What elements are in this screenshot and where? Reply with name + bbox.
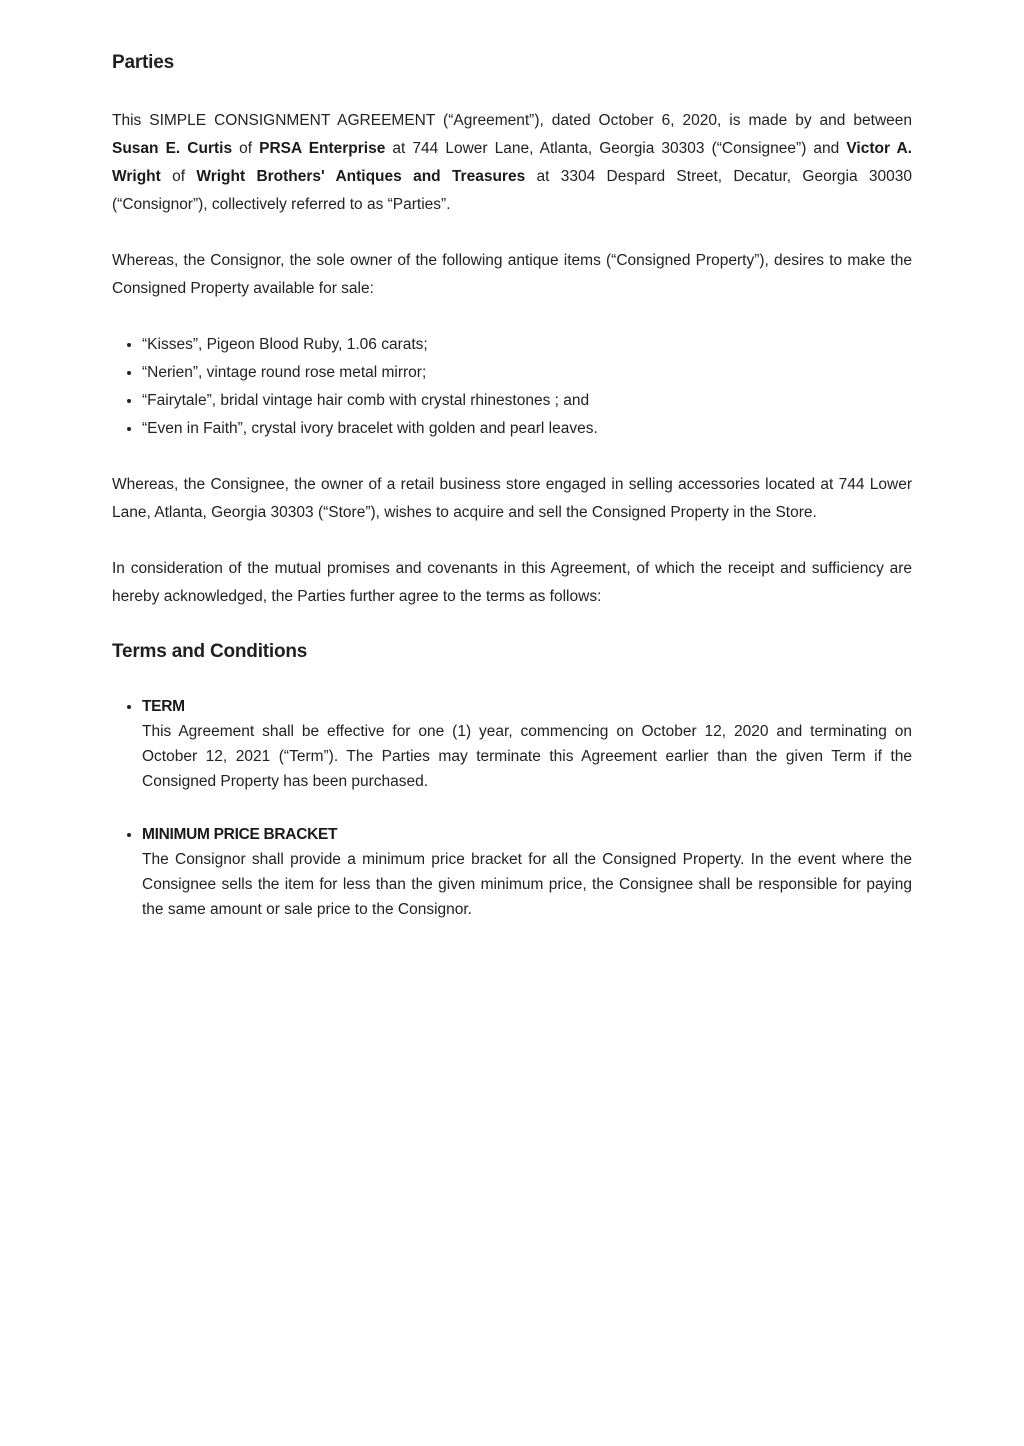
consignor-company: Wright Brothers' Antiques and Treasures xyxy=(196,168,526,185)
term-section-body: The Consignor shall provide a minimum price bracket for all the Consigned Property. In the event where the Consignee sells the item for less than the given minimum price, the Consignee shall be responsible for paying the same amount or sale price to the Consignor. xyxy=(142,851,912,918)
consignee-name: Susan E. Curtis xyxy=(112,140,233,157)
intro-text-4: of xyxy=(160,168,197,185)
terms-heading: Terms and Conditions xyxy=(112,641,308,662)
terms-list xyxy=(112,694,912,950)
term-section-body: This Agreement shall be effective for one (1) year, commencing on October 12, 2020 and terminating on October 12, 2021 (“Term”). The Parties may terminate this Agreement earlier than the given Term if the Consigned Property has been purchased. xyxy=(142,723,912,790)
list-item: • “Even in Faith”, crystal ivory bracelet with golden and pearl leaves. xyxy=(142,415,598,443)
list-item: • “Fairytale”, bridal vintage hair comb with crystal rhinestones ; and xyxy=(142,387,598,415)
consigned-items-list xyxy=(112,331,598,443)
consignor-name: Victor A. Wright xyxy=(112,140,912,185)
parties-heading: Parties xyxy=(112,52,174,73)
term-section xyxy=(142,822,912,922)
term-section xyxy=(142,694,912,794)
consideration-paragraph: In consideration of the mutual promises and covenants in this Agreement, of which the receipt and sufficiency are hereby acknowledged, the Parties further agree to the terms as follows: xyxy=(112,560,912,605)
list-item: • “Nerien”, vintage round rose metal mirror; xyxy=(142,359,598,387)
term-section-title: • MINIMUM PRICE BRACKET xyxy=(142,826,338,843)
whereas-consignor-paragraph: Whereas, the Consignor, the sole owner of the following antique items (“Consigned Property”), desires to make the Consigned Property available for sale: xyxy=(112,252,912,297)
term-section-title: • TERM xyxy=(142,698,185,715)
intro-text-2: of xyxy=(232,140,260,157)
list-item: • “Kisses”, Pigeon Blood Ruby, 1.06 carats; xyxy=(142,331,598,359)
consignee-company: PRSA Enterprise xyxy=(259,140,386,157)
intro-text-3: at 744 Lower Lane, Atlanta, Georgia 30303 (“Consignee”) and xyxy=(385,140,847,157)
parties-intro-paragraph xyxy=(112,107,912,219)
whereas-consignee-paragraph: Whereas, the Consignee, the owner of a retail business store engaged in selling accessories located at 744 Lower Lane, Atlanta, Georgia 30303 (“Store”), wishes to acquire and sell the Consigned Property in the Store. xyxy=(112,476,912,521)
intro-text-5: at 3304 Despard Street, Decatur, Georgia 30030 (“Consignor”), collectively referred to as “Parties”. xyxy=(112,168,912,213)
intro-text-1: This SIMPLE CONSIGNMENT AGREEMENT (“Agreement”), dated October 6, 2020, is made by and between xyxy=(112,112,912,129)
